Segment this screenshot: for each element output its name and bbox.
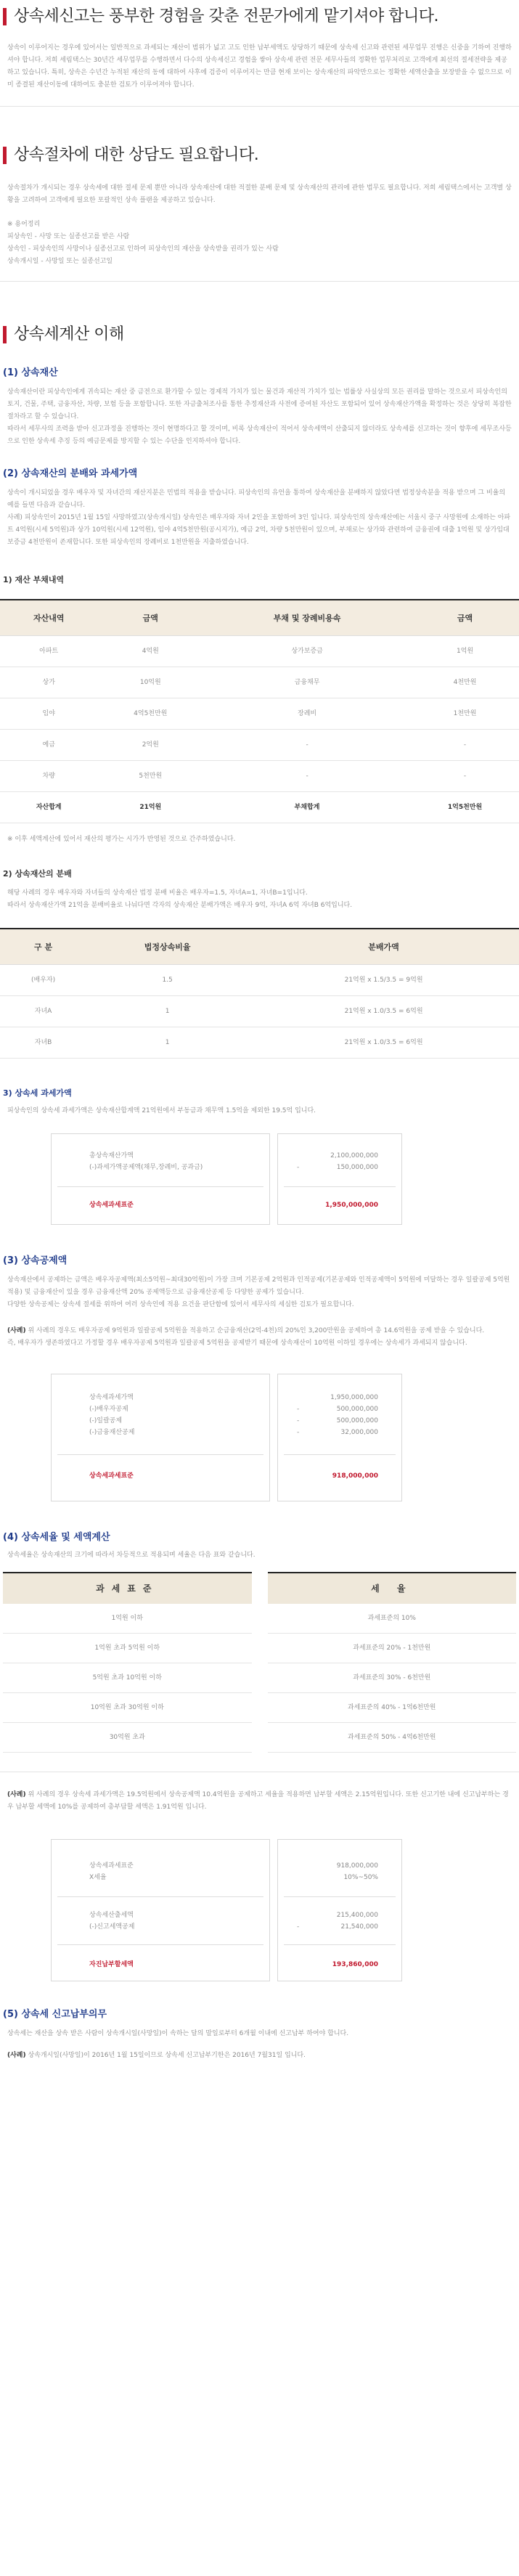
table-cell: 10억원 초과 30억원 이하 (3, 1693, 252, 1723)
calc-box-labels (51, 1374, 270, 1501)
table-row (0, 965, 519, 996)
table-header: 금액 (411, 600, 519, 636)
calc-value: 215,400,000 (336, 1912, 378, 1919)
table-cell: 4억원 (97, 636, 203, 667)
table-cell: 아파트 (0, 636, 97, 667)
table-cell: 과세표준의 10% (268, 1604, 517, 1634)
table-header: 분배가액 (248, 929, 519, 965)
tax-calc (0, 1839, 519, 1981)
table-cell: 1천만원 (411, 698, 519, 730)
taxable-value-body: 피상속인의 상속세 과세가액은 상속재산합계액 21억원에서 부동금과 채무액 1.5억을 제외한 19.5억 입니다. (7, 1107, 316, 1114)
calc-result-label: 상속세과세표준 (89, 1202, 134, 1209)
table-cell: 장례비 (203, 698, 411, 730)
section2-title: 상속절차에 대한 상담도 필요합니다. (14, 146, 259, 164)
table-cell: - (203, 730, 411, 761)
filing-duty-example (0, 2050, 519, 2062)
section2-heading (0, 144, 519, 166)
table-cell: 1억원 (411, 636, 519, 667)
deduction-body: 상속재산에서 공제하는 금액은 배우자공제액(최소5억원~최대30억원)이 가장 크며 기본공제 2억원과 인적공제(기본공제와 인적공제액이 5억원에 미달하는 경우 일괄공제 5억원적용) 및 금융재산이 있을 경우 금융재산액 20% 공제액등으로 금융재산공제 등 다양한 공제가 있습니다. 다양한 상속공제는 상속세 절세를 위하여 여러 상속인에 적용 요건을 판단함에 있어서 세무사의 세심한 검토가 필요합니다. (7, 1276, 510, 1308)
table-header: 세 율 (268, 1572, 517, 1604)
table-cell: 과세표준의 30% - 6천만원 (268, 1663, 517, 1693)
section3-heading (0, 324, 519, 346)
table-cell: 차량 (0, 761, 97, 792)
taxable-calc (0, 1133, 519, 1225)
calc-label: (-)과세가액공제액(채무,장례비, 공과금) (89, 1164, 203, 1171)
calc-label: 상속세과세표준 (89, 1862, 134, 1870)
filing-duty-body: 상속세는 재산을 상속 받은 사람이 상속개시일(사망일)이 속하는 달의 말일로부터 6개월 이내에 신고납부 하여야 합니다. (7, 2030, 349, 2037)
assets-debts-table (0, 599, 519, 823)
table-cell: 5억원 초과 10억원 이하 (3, 1663, 252, 1693)
deduction-heading: (3) 상속공제액 (3, 1255, 68, 1266)
calc-result-value: 193,860,000 (332, 1961, 378, 1968)
tax-rate-example (0, 1789, 519, 1814)
table-cell: 금융채무 (203, 667, 411, 698)
table-cell: 4천만원 (411, 667, 519, 698)
table-cell: 임야 (0, 698, 97, 730)
filing-duty-heading: (5) 상속세 신고납부의무 (3, 2009, 107, 2020)
table-cell: 1 (86, 996, 248, 1027)
terms-title: ※ 용어정리 (7, 221, 41, 228)
table-cell: 2억원 (97, 730, 203, 761)
calc-label: 총상속재산가액 (89, 1152, 134, 1159)
calc-value: 2,100,000,000 (330, 1152, 378, 1159)
section1-title: 상속세신고는 풍부한 경험을 갖춘 전문가에게 맡기셔야 합니다. (14, 7, 439, 25)
calc-value: 918,000,000 (336, 1862, 378, 1870)
calc-value: 500,000,000 (336, 1417, 378, 1424)
table-cell: 자산합계 (0, 792, 97, 823)
table-header: 부채 및 장례비용속 (203, 600, 411, 636)
calc-box-labels (51, 1133, 270, 1225)
calc-box-values: 1,950,000,000 - 500,000,000 - 500,000,000 - 32,000,000 918,000,000 (277, 1374, 402, 1501)
valuation-note: ※ 이후 세액계산에 있어서 재산의 평가는 시가가 반영된 것으로 간주하였습니다. (7, 836, 236, 843)
calc-value: 32,000,000 (340, 1429, 378, 1436)
table-cell: 1억원 이하 (3, 1604, 252, 1634)
table-header: 금액 (97, 600, 203, 636)
table-cell: (배우자) (0, 965, 86, 996)
table-cell: - (203, 761, 411, 792)
calc-label: (-)배우자공제 (89, 1406, 128, 1413)
distribution-table-heading: 2) 상속재산의 분배 (3, 869, 72, 879)
table-cell: 자녀B (0, 1027, 86, 1059)
example-text: 위 사례의 경우 상속세 과세가액은 19.5억원에서 상속공제액 10.4억원을 공제하고 세율을 적용하면 납부할 세액은 2.15억원입니다. 또한 신고기한 내에 신고납부하는 경우 납부할 세액에 10%를 공제하여 총부담할 세액은 1.91억원 입니다. (7, 1791, 509, 1811)
tax-rate-heading: (4) 상속세율 및 세액계산 (3, 1532, 110, 1543)
table-row (0, 1027, 519, 1059)
table-cell: 과세표준의 50% - 4억6천만원 (268, 1723, 517, 1753)
table-header: 자산내역 (0, 600, 97, 636)
calc-box-values: 918,000,000 10%~50% 215,400,000 - 21,540,000 193,860,000 (277, 1839, 402, 1981)
table-cell: 상가보증금 (203, 636, 411, 667)
inherited-property-heading: (1) 상속재산 (3, 367, 58, 378)
calc-label: (-)금융재산공제 (89, 1429, 135, 1436)
calc-label: 상속세과세가액 (89, 1394, 134, 1401)
calc-label: 상속세산출세액 (89, 1912, 134, 1919)
table-row (0, 996, 519, 1027)
distribution-body: 상속이 개시되었을 경우 배우자 및 자녀간의 재산지분은 민법의 적용을 받습니다. 피상속인의 유언을 통하여 상속재산을 분배하지 않았다면 법정상속분을 적용 받으며 그 비율의 예를 들면 다음과 같습니다. 사례) 피상속인이 2015년 1월 15일 사망하였고(상속개시일) 상속인은 배우자와 자녀 2인을 포함하여 3인 입니다. 피상속인의 상속재산에는 서울시 중구 사망원에 소재하는 아파트 4억원(시세 5억원)과 상가 10억원(시세 12억원), 임야 4억5천만원(공시지가), 예금 2억, 차량 5천만원이 있으며, 부채로는 상가와 관련하여 금융권에 대출 1억원 및 상가임대 보증금 4천만원이 존재합니다. 또한 피상속인의 장례비로 1천만원을 지출하였습니다. (7, 489, 511, 546)
calc-box-labels (51, 1839, 270, 1981)
calc-label: X세율 (89, 1874, 107, 1881)
table-cell: 21억원 x 1.0/3.5 = 6억원 (248, 996, 519, 1027)
table-cell: 21억원 x 1.0/3.5 = 6억원 (248, 1027, 519, 1059)
example-text: 위 사례의 경우도 배우자공제 9억원과 일괄공제 5억원을 적용하고 순금융재산(2억-4천)의 20%인 3,200만원을 공제하여 총 14.6억원을 공제 받을 수 있습니다. 즉, 배우자가 생존하였다고 가정할 경우 배우자공제 5억원과 일괄공제 5억원을 공제받기 때문에 상속재산이 10억원 이하일 경우에는 상속세가 과세되지 않습니다. (7, 1327, 485, 1347)
calc-value: 1,950,000,000 (330, 1394, 378, 1401)
table-cell: 21억원 (97, 792, 203, 823)
table-cell: 30억원 초과 (3, 1723, 252, 1753)
red-bar-icon (3, 147, 7, 164)
table-cell: 과세표준의 40% - 1억6천만원 (268, 1693, 517, 1723)
table-total-row (0, 792, 519, 823)
table-cell: 1억원 초과 5억원 이하 (3, 1634, 252, 1663)
calc-value: 500,000,000 (336, 1406, 378, 1413)
calc-result-value: 1,950,000,000 (325, 1202, 378, 1209)
table-row (0, 730, 519, 761)
calc-label: (-)일괄공제 (89, 1417, 123, 1424)
table-cell: - (411, 761, 519, 792)
taxable-value-heading: 3) 상속세 과세가액 (3, 1088, 72, 1098)
table-header: 구 분 (0, 929, 86, 965)
term-2: 상속인 - 피상속인의 사망이나 실종선고로 인하여 피상속인의 재산을 상속받을 권리가 있는 사람 (7, 245, 279, 253)
table-cell: - (411, 730, 519, 761)
table-cell: 예금 (0, 730, 97, 761)
calc-result-label: 자진납부할세액 (89, 1961, 134, 1968)
deduction-calc (0, 1374, 519, 1501)
table-cell: 상가 (0, 667, 97, 698)
tax-rate-table (0, 1572, 519, 1753)
section2-body: 상속절차가 개시되는 경우 상속세에 대한 절세 문제 뿐만 아니라 상속재산에 대한 적절한 분배 문제 및 상속재산의 관리에 관한 법무도 필요합니다. 저희 세림택스에서는 고객별 상황을 고려하여 고객에게 필요한 포괄적인 상속 플랜을 제공하고 있습니다. (7, 184, 512, 204)
red-bar-icon (3, 8, 7, 25)
table-cell: 5천만원 (97, 761, 203, 792)
table-row (0, 667, 519, 698)
table-row (0, 698, 519, 730)
calc-result-label: 상속세과세표준 (89, 1472, 134, 1480)
example-text: 상속개시일(사망일)이 2016년 1월 15일이므로 상속세 신고납부기한은 2016년 7월31일 입니다. (28, 2052, 306, 2059)
section1-body: 상속이 이루어지는 경우에 있어서는 일반적으로 과세되는 재산이 범위가 넓고 고도 인한 납부세액도 상당하기 때문에 상속세 신고와 관련된 세무업무 진행은 신중을 기하여 진행하셔야 합니다. 저희 세림택스는 30년간 세무업무를 수행하면서 다수의 상속세신고 경험을 쌓아 상속세 관련 전문 세무사들의 정확한 업무처리로 고객에게 최선의 절세전략을 제공하고 있습니다. 특히, 상속은 수년간 누적된 재산의 동에 대하여 사후에 검증이 이루어지는 만큼 현재 보이는 상속재산의 파악만으로는 정확한 세액산출을 보장받을 수 없으므로 이미 종결된 재산이동에 대하여도 충분한 검토가 이루어져야 합니다. (7, 44, 512, 89)
distribution-table-body: 해당 사례의 경우 배우자와 자녀들의 상속재산 법정 분배 비율은 배우자=1.5, 자녀A=1, 자녀B=1입니다. 따라서 상속재산가액 21억을 분배비율로 나눠다면 각자의 상속재산 분배가액은 배우자 9억, 자녀A 6억 자녀B 6억입니다. (7, 889, 353, 909)
table-cell: 과세표준의 20% - 1천만원 (268, 1634, 517, 1663)
example-tag: (사례) (7, 2052, 26, 2059)
table-cell: 21억원 x 1.5/3.5 = 9억원 (248, 965, 519, 996)
example-tag: (사례) (7, 1327, 26, 1334)
table-cell: 4억5천만원 (97, 698, 203, 730)
calc-value: 150,000,000 (336, 1164, 378, 1171)
table-cell: 1.5 (86, 965, 248, 996)
term-3: 상속개시일 - 사망일 또는 실종선고일 (7, 258, 113, 265)
inherited-property-body: 상속재산이란 피상속인에게 귀속되는 재산 중 금전으로 환가할 수 있는 경제적 가치가 있는 물건과 재산적 가치가 있는 법률상 사실상의 모든 권리를 말하는 것으로서 피상속인의 토지, 건물, 주택, 금융자산, 차량, 보험 등을 포함합니다. 또한 자금출처조사를 통한 추정재산과 사전에 증여된 자산도 포함되어 있어 상속재산가액을 확정하는 것은 상당히 복잡한 절차라고 할 수 있습니다. 따라서 세무사의 조력을 받아 신고과정을 진행하는 것이 현명하다고 할 것이며, 비록 상속재산이 적어서 상속세액이 산출되지 않더라도 상속세를 신고하는 것이 향후에 세무조사등으로 인한 상속세 추징 등의 예금문제를 방지할 수 있는 수단을 인지하셔야 합니다. (7, 388, 512, 445)
table-cell: 10억원 (97, 667, 203, 698)
calc-box-values: 2,100,000,000 - 150,000,000 1,950,000,000 (277, 1133, 402, 1225)
table-row (0, 761, 519, 792)
table-row (0, 636, 519, 667)
calc-value: 10%~50% (343, 1874, 378, 1881)
calc-label: (-)신고세액공제 (89, 1923, 135, 1931)
distribution-table (0, 928, 519, 1059)
term-1: 피상속인 - 사망 또는 실종선고를 받은 사람 (7, 233, 130, 240)
example-tag: (사례) (7, 1791, 26, 1798)
table-cell: 1 (86, 1027, 248, 1059)
assets-debts-heading: 1) 재산 부채내역 (3, 575, 65, 584)
distribution-heading: (2) 상속재산의 분배와 과세가액 (3, 468, 138, 479)
deduction-example (0, 1325, 519, 1350)
table-header: 과세표준 (3, 1572, 252, 1604)
calc-value: 21,540,000 (340, 1923, 378, 1931)
section3-title: 상속세계산 이해 (14, 325, 124, 343)
calc-result-value: 918,000,000 (332, 1472, 378, 1480)
table-cell: 부채합계 (203, 792, 411, 823)
table-header: 법정상속비율 (86, 929, 248, 965)
red-bar-icon (3, 326, 7, 343)
section1-heading (0, 6, 519, 28)
tax-rate-body: 상속세율은 상속재산의 크기에 따라서 차등적으로 적용되며 세율은 다음 표와 같습니다. (7, 1552, 256, 1559)
table-cell: 1억5천만원 (411, 792, 519, 823)
table-cell: 자녀A (0, 996, 86, 1027)
